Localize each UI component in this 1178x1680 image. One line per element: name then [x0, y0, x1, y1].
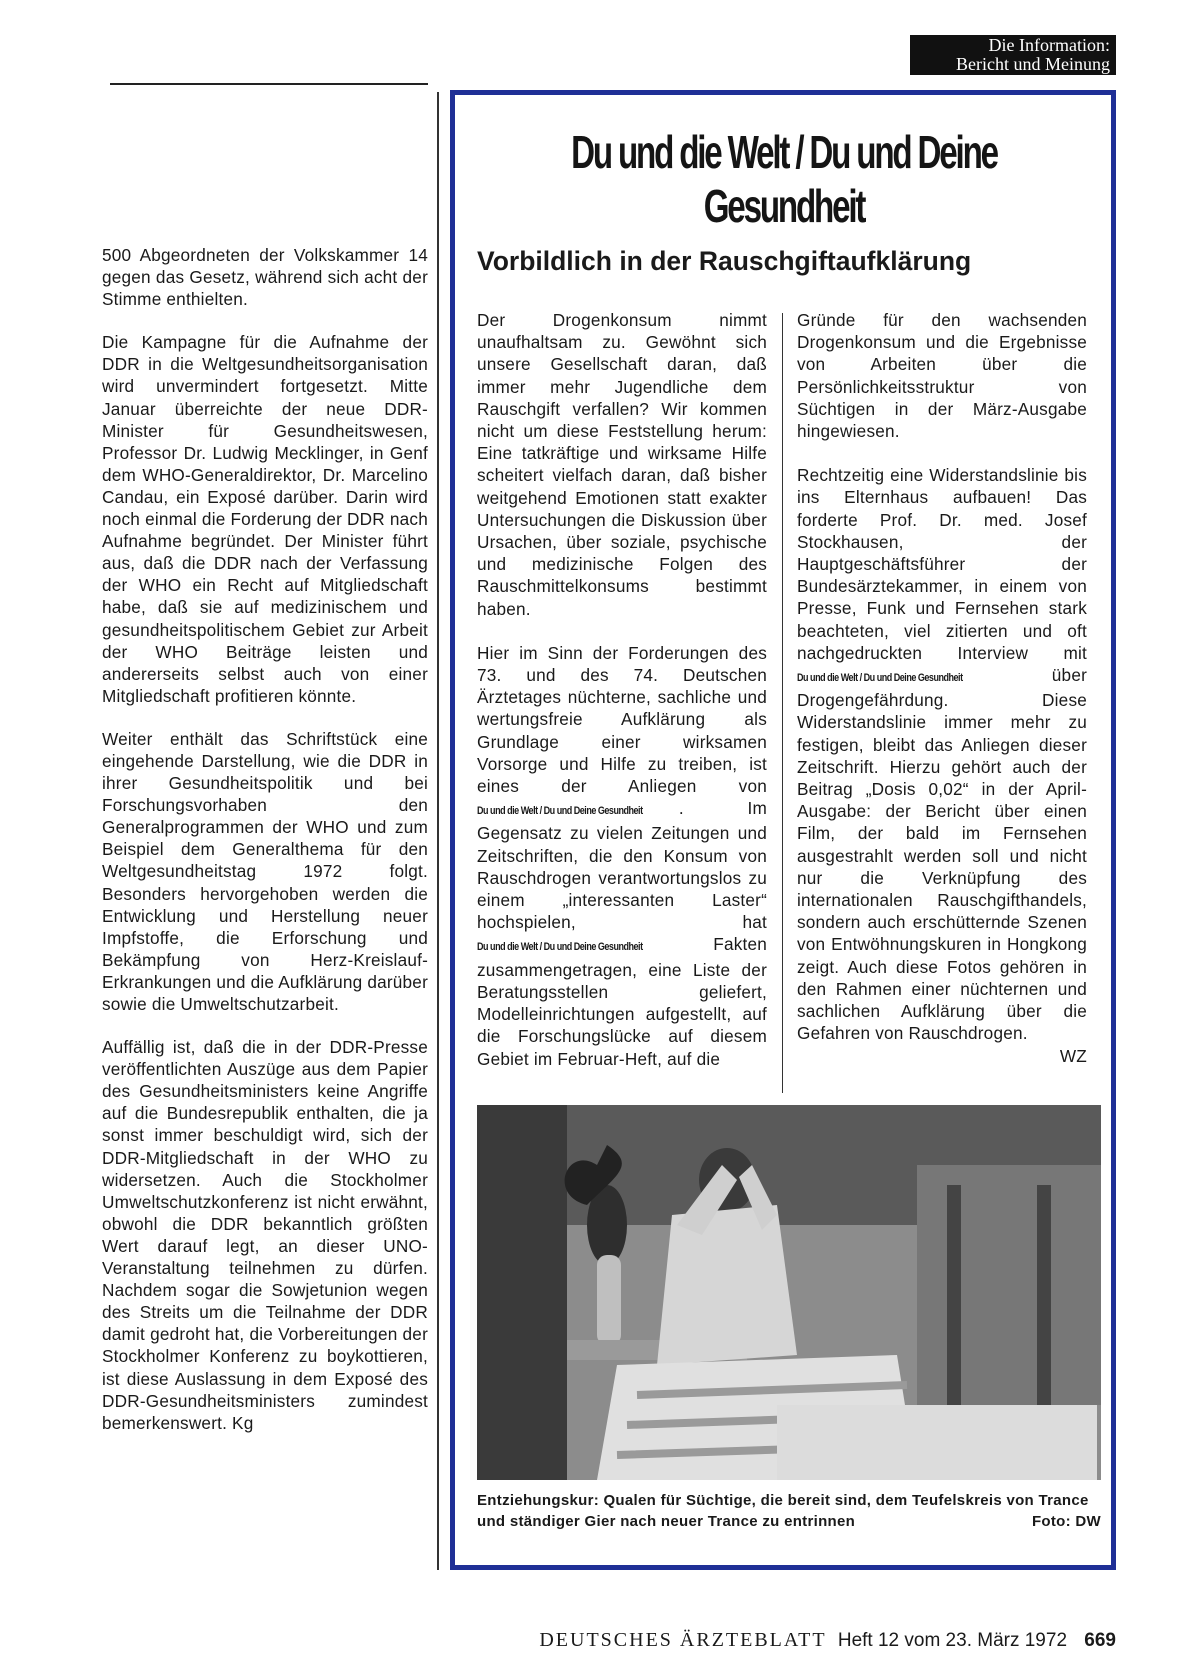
magazine-logo-inline: Du und die Welt / Du und Deine Gesundheit [477, 941, 643, 954]
article-paragraph-4-part-b: über Drogengefährdung. Diese Widerstandslinie immer mehr zu festigen, bleibt das Anliegen dieser Zeitschrift. Hierzu gehört auch der Beitrag „Dosis 0,02“ in der April-Ausgabe: der Bericht über einen Film, der bald im Fernsehen ausgestrahlt werden soll und nicht nur die Verknüpfung des internationalen Rauschgifthandels, sondern auch erschütternde Szenen von Entwöhnungskuren in Hongkong zeigt. Auch diese Fotos gehören in den Rahmen einer nüchternen und sachlichen Aufklärung über die Gefahren von Rauschdrogen. [797, 665, 1087, 1044]
article-paragraph-2-part-a: Hier im Sinn der Forderungen des 73. und des 74. Deutschen Ärztetages nüchterne, sachliche und wertungsfreie Aufklärung als Grundlage einer wirksamen Vorsorge und Hilfe zu treiben, ist eines der Anliegen von [477, 642, 767, 797]
author-signature: WZ [1059, 1045, 1087, 1066]
page-footer [500, 1628, 1116, 1653]
article-paragraph-4-part-a: Rechtzeitig eine Widerstandslinie bis ins Elternhaus aufbauen! Das forderte Prof. Dr. med. Josef Stockhausen, der Hauptgeschäftsführer der Bundesärztekammer, in einem von Presse, Funk und Fernsehen stark beachteten, viel zitierten und oft nachgedruckten Interview mit [797, 465, 1087, 663]
issue-info: Heft 12 vom 23. März 1972 [837, 1630, 1068, 1651]
article-paragraph-4 [797, 464, 1087, 1066]
page-number: 669 [1084, 1630, 1116, 1651]
section-tag [910, 35, 1116, 75]
left-paragraph-4: Auffällig ist, daß die in der DDR-Presse veröffentlichten Auszüge aus dem Papier des Gesundheitsministers keine Angriffe auf die Bundesrepublik enthalten, die ja sonst immer beschuldigt wird, sich der DDR-Mitgliedschaft in der WHO zu widersetzen. Auch die Stockholmer Umweltschutzkonferenz ist nicht erwähnt, obwohl die DDR bekanntlich größten Wert darauf legt, an dieser UNO-Veranstaltung teilnehmen zu dürfen. Nachdem sogar die Sowjetunion wegen des Streits um die Teilnahme der DDR damit gedroht hat, die Vorbereitungen der Stockholmer Konferenz zu boykottieren, ist diese Auslassung in dem Exposé des DDR-Gesundheitsministers zumindest bemerkenswert. Kg [102, 1037, 428, 1433]
article-paragraph-2-part-c: Fakten zusammengetragen, eine Liste der Beratungsstellen geliefert, Modelleinrichtungen aufgestellt, auf die Forschungslücke auf diesem Gebiet im Februar-Heft, auf die [477, 934, 767, 1069]
article-headline: Vorbildlich in der Rauschgiftaufklärung [477, 246, 972, 276]
photo-caption [477, 1490, 1101, 1532]
article-column-1 [477, 309, 767, 1092]
feature-box [450, 90, 1116, 1570]
photo-caption-text: Entziehungskur: Qualen für Süchtige, die bereit sind, dem Teufelskreis von Trance und ständiger Gier nach neuer Trance zu entrinnen [477, 1492, 1089, 1530]
left-paragraph-2: Die Kampagne für die Aufnahme der DDR in die Weltgesundheitsorganisation wird unvermindert fortgesetzt. Mitte Januar überreichte der neue DDR-Minister für Gesundheitswesen, Professor Dr. Ludwig Mecklinger, in Genf dem WHO-Generaldirektor, Dr. Marcelino Candau, ein Exposé darüber. Darin wird noch einmal die Forderung der DDR nach Aufnahme begründet. Der Minister führt aus, daß die DDR nach der Verfassung der WHO ein Recht auf Mitgliedschaft habe, daß sie auf medizinischem und gesundheitspolitischem Gebiet zur Arbeit der WHO Beiträge leisten und andererseits selbst auch von einer Mitgliedschaft profitieren könnte. [102, 332, 428, 706]
article-column-divider [782, 313, 783, 1093]
left-column-rule [110, 83, 428, 85]
article-paragraph-1: Der Drogenkonsum nimmt unaufhaltsam zu. Gewöhnt sich unsere Gesellschaft daran, daß immer mehr Jugendliche dem Rauschgift verfallen? Wir kommen nicht um diese Feststellung herum: Eine tatkräftige und wirksame Hilfe scheitert vielfach daran, daß bisher weitgehend Emotionen statt exakter Untersuchungen die Diskussion über Ursachen, über soziale, psychische und medizinische Folgen des Rauschmittelkonsums bestimmt haben. [477, 310, 767, 619]
article-photo [477, 1105, 1101, 1480]
left-paragraph-3: Weiter enthält das Schriftstück eine eingehende Darstellung, wie die DDR in ihrer Gesundheitspolitik und bei Forschungsvorhaben den Generalprogrammen der WHO und zum Beispiel dem Generalthema für den Weltgesundheitstag 1972 folgt. Besonders hervorgehoben werden die Entwicklung und Herstellung neuer Impfstoffe, die Erforschung und Bekämpfung von Herz-Kreislauf-Erkrankungen und die Aufklärung darüber sowie die Umweltschutzarbeit. [102, 728, 428, 1014]
rubric-title: Du und die Welt / Du und Deine Gesundheit [571, 126, 997, 232]
article-paragraph-2-part-b: . Im Gegensatz zu vielen Zeitungen und Zeitschriften, die den Konsum von Rauschdrogen verantwortungslos zu einem „interessanten Laster“ hochspielen, hat [477, 798, 767, 933]
section-tag-line1: Die Information: [988, 35, 1110, 55]
article-column-2 [797, 309, 1087, 1089]
article-paragraph-3: Gründe für den wachsenden Drogenkonsum und die Ergebnisse von Arbeiten über die Persönlichkeitsstruktur von Süchtigen in der März-Ausgabe hingewiesen. [797, 310, 1087, 442]
article-paragraph-2 [477, 642, 767, 1070]
section-tag-line2: Bericht und Meinung [956, 54, 1110, 74]
photo-credit: Foto: DW [1031, 1513, 1101, 1530]
magazine-logo-inline: Du und die Welt / Du und Deine Gesundheit [797, 672, 963, 685]
left-paragraph-1: 500 Abgeordneten der Volkskammer 14 gegen das Gesetz, während sich acht der Stimme enthielten. [102, 245, 428, 310]
left-column [102, 244, 428, 1455]
photo-illustration [477, 1105, 1101, 1480]
journal-name: DEUTSCHES ÄRZTEBLATT [539, 1629, 827, 1651]
magazine-logo-inline: Du und die Welt / Du und Deine Gesundheit [477, 805, 643, 818]
column-divider [437, 92, 439, 1570]
